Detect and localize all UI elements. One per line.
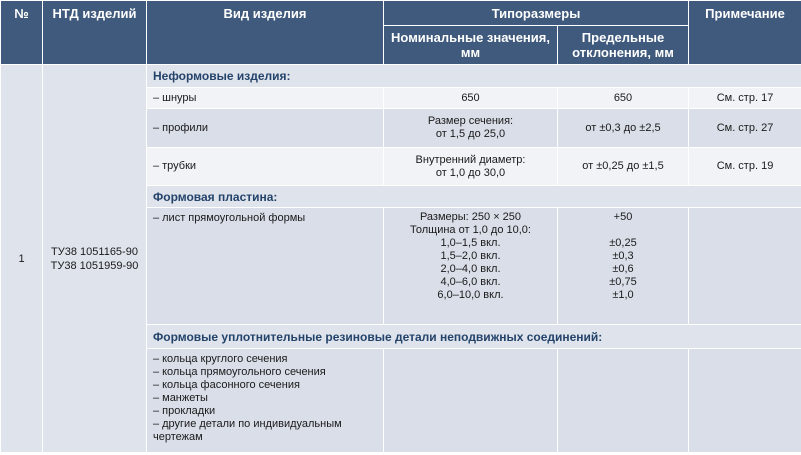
- dash-mark: –: [153, 160, 160, 172]
- dash-mark: –: [153, 392, 160, 404]
- row-index: 1: [1, 65, 43, 453]
- dash-mark: –: [153, 121, 160, 134]
- header-note: Примечание: [689, 1, 801, 65]
- item-label: кольца фасонного сечения: [162, 379, 300, 391]
- ntd-code: ТУ38 1051165-90: [51, 245, 138, 258]
- limit-value: 650: [558, 88, 689, 109]
- list-item: [153, 379, 383, 392]
- section-title: Формовые уплотнительные резиновые детали неподвижных соединений:: [147, 325, 801, 349]
- nominal-line: 2,0–4,0 вкл.: [440, 263, 501, 275]
- limit-line: ±0,75: [609, 276, 637, 288]
- nominal-line: Размеры: 250 × 250: [419, 211, 522, 223]
- list-item: [153, 392, 383, 405]
- nominal-value: [384, 109, 558, 148]
- header-limit: Предельные отклонения, мм: [558, 26, 689, 65]
- item-name: [147, 109, 384, 148]
- list-item: [153, 418, 383, 444]
- item-label: лист прямоугольной формы: [162, 212, 306, 224]
- ntd-code: ТУ38 1051959-90: [50, 259, 139, 272]
- item-label: кольца круглого сечения: [162, 353, 288, 365]
- limit-line: ±0,3: [612, 250, 634, 262]
- section-title: Формовая пластина:: [147, 186, 801, 208]
- item-label: кольца прямоугольного сечения: [162, 366, 326, 378]
- limit-line: ±0,25: [609, 237, 637, 249]
- dash-mark: –: [153, 405, 160, 417]
- limit-value: [558, 208, 689, 325]
- note-value: См. стр. 27: [689, 109, 801, 148]
- list-item: [153, 353, 383, 366]
- nominal-value: [384, 349, 558, 453]
- note-value: [689, 349, 801, 453]
- limit-value: [558, 349, 689, 453]
- header-kind: Вид изделия: [147, 1, 384, 65]
- item-name: [147, 208, 384, 325]
- item-label: трубки: [162, 160, 197, 172]
- item-list: [147, 349, 384, 453]
- nominal-line: от 1,0 до 30,0: [435, 166, 506, 179]
- header-nominal: Номинальные значения, мм: [384, 26, 558, 65]
- header-sizes: Типоразмеры: [384, 1, 689, 26]
- note-value: См. стр. 17: [689, 88, 801, 109]
- dash-mark: –: [153, 379, 160, 391]
- limit-line: ±0,6: [612, 263, 634, 275]
- item-name: [147, 148, 384, 186]
- item-label: манжеты: [162, 392, 208, 404]
- ntd-codes: [43, 65, 147, 453]
- nominal-line: 6,0–10,0 вкл.: [437, 289, 504, 301]
- dash-mark: –: [153, 353, 160, 365]
- limit-line: [558, 224, 688, 237]
- header-ntd: НТД изделий: [43, 1, 147, 65]
- nominal-line: от 1,5 до 25,0: [435, 128, 506, 140]
- nominal-line: Толщина от 1,0 до 10,0:: [410, 224, 531, 236]
- nominal-line: Внутренний диаметр:: [415, 153, 526, 166]
- list-item: [153, 366, 383, 379]
- nominal-value: 650: [384, 88, 558, 109]
- nominal-line: 1,0–1,5 вкл.: [440, 237, 501, 249]
- list-item: [153, 405, 383, 418]
- item-label: другие детали по индивидуальным чертежам: [153, 418, 342, 443]
- limit-value: от ±0,3 до ±2,5: [558, 109, 689, 148]
- dash-mark: –: [153, 91, 160, 104]
- dash-mark: –: [153, 212, 160, 224]
- limit-line: +50: [613, 211, 633, 223]
- limit-line: ±1,0: [612, 289, 634, 301]
- nominal-line: 1,5–2,0 вкл.: [440, 250, 501, 262]
- item-label: шнуры: [162, 91, 197, 104]
- note-value: См. стр. 19: [689, 148, 801, 186]
- note-value: [689, 208, 801, 325]
- nominal-line: 4,0–6,0 вкл.: [440, 276, 501, 288]
- dash-mark: –: [153, 366, 160, 378]
- nominal-value: [384, 148, 558, 186]
- item-label: профили: [162, 121, 209, 134]
- nominal-line: Размер сечения:: [427, 115, 514, 127]
- header-no: №: [1, 1, 43, 65]
- dash-mark: –: [153, 418, 160, 430]
- limit-value: от ±0,25 до ±1,5: [558, 148, 689, 186]
- nominal-value: [384, 208, 558, 325]
- item-label: прокладки: [162, 405, 216, 417]
- item-name: [147, 88, 384, 109]
- section-title: Неформовые изделия:: [147, 65, 801, 88]
